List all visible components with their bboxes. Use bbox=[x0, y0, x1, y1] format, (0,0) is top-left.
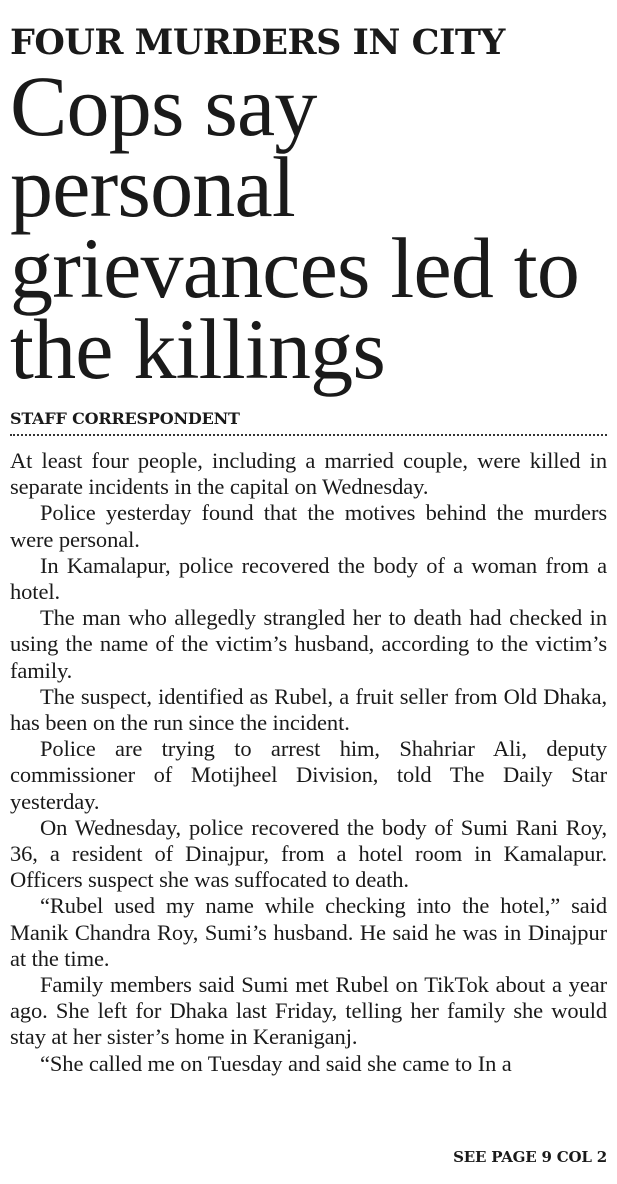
dotted-divider bbox=[10, 434, 607, 436]
paragraph-1: At least four people, including a married couple, were killed in separate incidents in the capital on Wednesday. bbox=[10, 448, 607, 500]
news-article bbox=[10, 20, 607, 1077]
paragraph-9: Family members said Sumi met Rubel on TikTok about a year ago. She left for Dhaka last Friday, telling her family she would stay at her sister’s home in Keraniganj. bbox=[10, 972, 607, 1050]
paragraph-6: Police are trying to arrest him, Shahriar Ali, deputy commissioner of Motijheel Division, told The Daily Star yesterday. bbox=[10, 736, 607, 814]
paragraph-5: The suspect, identified as Rubel, a fruit seller from Old Dhaka, has been on the run since the incident. bbox=[10, 683, 607, 736]
headline: Cops say personal grievances led to the killings bbox=[10, 58, 580, 397]
byline: STAFF CORRESPONDENT bbox=[10, 409, 240, 428]
paragraph-8: “Rubel used my name while checking into the hotel,” said Manik Chandra Roy, Sumi’s husband. He said he was in Dinajpur at the time. bbox=[10, 893, 607, 971]
paragraph-7: On Wednesday, police recovered the body of Sumi Rani Roy, 36, a resident of Dinajpur, from a hotel room in Kamalapur. Officers suspect she was suffocated to death. bbox=[10, 814, 607, 893]
kicker: FOUR MURDERS IN CITY bbox=[10, 22, 505, 63]
paragraph-10: “She called me on Tuesday and said she came to In a bbox=[40, 1050, 512, 1076]
paragraph-3: In Kamalapur, police recovered the body of a woman from a hotel. bbox=[10, 552, 607, 605]
paragraph-4: The man who allegedly strangled her to death had checked in using the name of the victim’s husband, according to the victim’s family. bbox=[10, 605, 607, 683]
continuation-jump-line: SEE PAGE 9 COL 2 bbox=[453, 1148, 607, 1166]
article-body bbox=[10, 448, 607, 1077]
paragraph-2: Police yesterday found that the motives behind the murders were personal. bbox=[10, 500, 607, 552]
